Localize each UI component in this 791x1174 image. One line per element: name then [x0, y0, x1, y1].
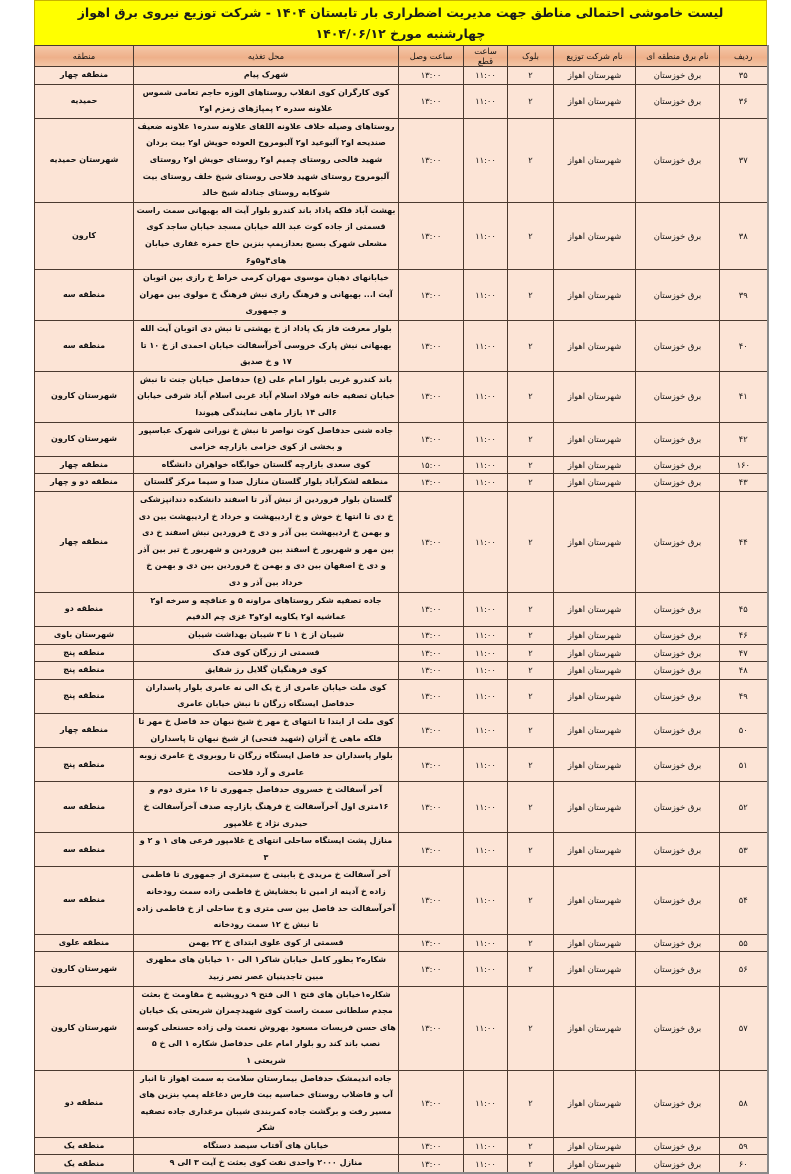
- cut-time-cell: ۱۱:۰۰: [464, 867, 508, 934]
- cut-time-cell: ۱۱:۰۰: [464, 1155, 508, 1173]
- region-cell: منطقه سه: [35, 833, 134, 867]
- table-row: [35, 202, 768, 269]
- regional-company-cell: برق خوزستان: [636, 456, 720, 474]
- feed-location-cell: منطقه لشکرآباد بلوار گلستان منازل صدا و سیما مرکز گلستان: [134, 474, 399, 492]
- restore-time-cell: ۱۳:۰۰: [399, 371, 464, 422]
- distribution-company-cell: شهرستان اهواز: [554, 84, 636, 118]
- feed-location-cell: شکاره۱خیابان های فتح ۱ الی فتح ۹ درویشیه خ مقاومت خ بعثت مجدم سلطانی سمت راست کوی شهیدچمران شریعتی یک خیابان های حسن فریسات مسعود بهروش نعمت ولی زاده حسنعلی کوسه نصب باند کند رو بلوار امام علی حدفاصل شکاره ۱ الی خ ۵ شریعتی ۱: [134, 986, 399, 1070]
- region-cell: منطقه پنج: [35, 748, 134, 782]
- distribution-company-cell: شهرستان اهواز: [554, 456, 636, 474]
- row-number-cell: ۵۷: [720, 986, 768, 1070]
- restore-time-cell: ۱۳:۰۰: [399, 320, 464, 371]
- regional-company-cell: برق خوزستان: [636, 67, 720, 85]
- table-row: [35, 320, 768, 371]
- region-cell: منطقه پنج: [35, 679, 134, 713]
- table-row: [35, 474, 768, 492]
- row-number-cell: ۴۶: [720, 627, 768, 645]
- distribution-company-cell: شهرستان اهواز: [554, 934, 636, 952]
- block-cell: ۲: [508, 782, 554, 833]
- region-cell: منطقه پنج: [35, 662, 134, 680]
- table-row: [35, 422, 768, 456]
- regional-company-cell: برق خوزستان: [636, 1155, 720, 1173]
- restore-time-cell: ۱۳:۰۰: [399, 118, 464, 202]
- restore-time-cell: ۱۳:۰۰: [399, 662, 464, 680]
- table-row: [35, 456, 768, 474]
- row-number-cell: ۱۶۰: [720, 456, 768, 474]
- region-cell: منطقه علوی: [35, 934, 134, 952]
- regional-company-cell: برق خوزستان: [636, 474, 720, 492]
- regional-company-cell: برق خوزستان: [636, 782, 720, 833]
- distribution-company-cell: شهرستان اهواز: [554, 67, 636, 85]
- block-cell: ۲: [508, 1155, 554, 1173]
- restore-time-cell: ۱۵:۰۰: [399, 456, 464, 474]
- block-cell: ۲: [508, 714, 554, 748]
- feed-location-cell: بلوار معرفت فاز یک پاداد از خ بهشتی تا نبش دی اتوبان آیت الله بهبهانی نبش پارک خروسی آخرآسفالت خیابان احمدی از خ ۱۰ تا ۱۷ و خ صدیق: [134, 320, 399, 371]
- cut-time-cell: ۱۱:۰۰: [464, 644, 508, 662]
- block-cell: ۲: [508, 118, 554, 202]
- table-body: [35, 67, 768, 1174]
- regional-company-cell: برق خوزستان: [636, 84, 720, 118]
- table-row: [35, 679, 768, 713]
- row-number-cell: ۳۷: [720, 118, 768, 202]
- feed-location-cell: شکاره۲ بطور کامل خیابان شاکر۱ الی ۱۰ خیابان های مطهری مبین تاجدینیان عصر نصر زبید: [134, 952, 399, 986]
- block-cell: ۲: [508, 627, 554, 645]
- row-number-cell: ۶۰: [720, 1155, 768, 1173]
- restore-time-cell: ۱۳:۰۰: [399, 84, 464, 118]
- feed-location-cell: منازل ۲۰۰۰ واحدی نفت کوی بعثت خ آیت ۳ الی ۹: [134, 1155, 399, 1173]
- regional-company-cell: برق خوزستان: [636, 714, 720, 748]
- cut-time-cell: ۱۱:۰۰: [464, 371, 508, 422]
- region-cell: شهرستان کارون: [35, 952, 134, 986]
- distribution-company-cell: شهرستان اهواز: [554, 714, 636, 748]
- distribution-company-cell: شهرستان اهواز: [554, 867, 636, 934]
- feed-location-cell: شیبان از خ ۱ تا ۳ شیبان بهداشت شیبان: [134, 627, 399, 645]
- regional-company-cell: برق خوزستان: [636, 748, 720, 782]
- feed-location-cell: کوی ملت از ابتدا تا انتهای خ مهر خ شیخ نبهان حد فاصل خ مهر تا فلکه ماهی خ آتزان (شهید فتحی) از شیخ نبهان تا پاسداران: [134, 714, 399, 748]
- restore-time-cell: ۱۳:۰۰: [399, 1070, 464, 1137]
- header-regional-company: نام برق منطقه ای: [636, 46, 720, 67]
- row-number-cell: ۴۱: [720, 371, 768, 422]
- table-row: [35, 84, 768, 118]
- block-cell: ۲: [508, 934, 554, 952]
- row-number-cell: ۴۹: [720, 679, 768, 713]
- cut-time-cell: ۱۱:۰۰: [464, 952, 508, 986]
- region-cell: شهرستان حمیدیه: [35, 118, 134, 202]
- cut-time-cell: ۱۱:۰۰: [464, 714, 508, 748]
- feed-location-cell: قسمتی از زرگان کوی فدک: [134, 644, 399, 662]
- cut-time-cell: ۱۱:۰۰: [464, 662, 508, 680]
- distribution-company-cell: شهرستان اهواز: [554, 644, 636, 662]
- table-row: [35, 1070, 768, 1137]
- cut-time-cell: ۱۱:۰۰: [464, 748, 508, 782]
- region-cell: شهرستان کارون: [35, 986, 134, 1070]
- block-cell: ۲: [508, 644, 554, 662]
- header-block: بلوک: [508, 46, 554, 67]
- block-cell: ۲: [508, 1070, 554, 1137]
- restore-time-cell: ۱۳:۰۰: [399, 474, 464, 492]
- cut-time-cell: ۱۱:۰۰: [464, 986, 508, 1070]
- title-banner: [34, 0, 767, 45]
- restore-time-cell: ۱۳:۰۰: [399, 714, 464, 748]
- regional-company-cell: برق خوزستان: [636, 986, 720, 1070]
- header-region: منطقه: [35, 46, 134, 67]
- block-cell: ۲: [508, 456, 554, 474]
- cut-time-cell: ۱۱:۰۰: [464, 782, 508, 833]
- cut-time-cell: ۱۱:۰۰: [464, 934, 508, 952]
- restore-time-cell: ۱۳:۰۰: [399, 748, 464, 782]
- restore-time-cell: ۱۳:۰۰: [399, 627, 464, 645]
- table-row: [35, 627, 768, 645]
- cut-time-cell: ۱۱:۰۰: [464, 84, 508, 118]
- restore-time-cell: ۱۳:۰۰: [399, 833, 464, 867]
- distribution-company-cell: شهرستان اهواز: [554, 986, 636, 1070]
- restore-time-cell: ۱۳:۰۰: [399, 422, 464, 456]
- feed-location-cell: روستاهای وصیله خلاف علاونه اللفای علاونه سدره۱ علاونه ضعیف صندیحه او۲ آلبوعید او۲ آلبومروح العوده حویش او۲ بیت بردان شهید فالحی روستای چمیم او۲ روستای حویش او۲ روستای آلبومروح روستای شهید فلاحی روستای شیخ خلف روستای بیت شوکابه روستای جنادله شیخ خالد: [134, 118, 399, 202]
- block-cell: ۲: [508, 952, 554, 986]
- regional-company-cell: برق خوزستان: [636, 422, 720, 456]
- cut-time-cell: ۱۱:۰۰: [464, 118, 508, 202]
- restore-time-cell: ۱۳:۰۰: [399, 202, 464, 269]
- row-number-cell: ۵۳: [720, 833, 768, 867]
- regional-company-cell: برق خوزستان: [636, 627, 720, 645]
- cut-time-cell: ۱۱:۰۰: [464, 474, 508, 492]
- regional-company-cell: برق خوزستان: [636, 867, 720, 934]
- regional-company-cell: برق خوزستان: [636, 320, 720, 371]
- restore-time-cell: ۱۳:۰۰: [399, 270, 464, 321]
- feed-location-cell: باند کندرو غربی بلوار امام علی (ع) حدفاصل خیابان جنت تا نبش خیابان تصفیه خانه فولاد اسلام آباد غربی اسلام آباد شرقی خیابان ۶الی ۱۴ بازار ماهی نمایندگی هیوندا: [134, 371, 399, 422]
- feed-location-cell: کوی کارگران کوی انقلاب روستاهای الوزه حاجم تعامی شموس علاونه سدره ۲ پمپاژهای زمزم او۲: [134, 84, 399, 118]
- row-number-cell: ۵۰: [720, 714, 768, 748]
- feed-location-cell: قسمتی از کوی علوی ابتدای خ ۲۲ بهمن: [134, 934, 399, 952]
- region-cell: منطقه سه: [35, 270, 134, 321]
- feed-location-cell: جاده اندیمشک حدفاصل بیمارستان سلامت به سمت اهواز تا انبار آب و فاضلاب روستای خماسیه بیت فارس دغاغله پمپ بنزین های مسیر رفت و برگشت جاده کمربندی شیبان مرغداری جاده تصفیه شکر: [134, 1070, 399, 1137]
- block-cell: ۲: [508, 270, 554, 321]
- regional-company-cell: برق خوزستان: [636, 934, 720, 952]
- regional-company-cell: برق خوزستان: [636, 118, 720, 202]
- table-row: [35, 118, 768, 202]
- region-cell: منطقه دو: [35, 1070, 134, 1137]
- row-number-cell: ۴۷: [720, 644, 768, 662]
- row-number-cell: ۳۹: [720, 270, 768, 321]
- region-cell: منطقه چهار: [35, 714, 134, 748]
- region-cell: منطقه پنج: [35, 644, 134, 662]
- row-number-cell: ۳۶: [720, 84, 768, 118]
- region-cell: منطقه چهار: [35, 491, 134, 592]
- block-cell: ۲: [508, 833, 554, 867]
- regional-company-cell: برق خوزستان: [636, 1070, 720, 1137]
- cut-time-cell: ۱۱:۰۰: [464, 491, 508, 592]
- table-row: [35, 748, 768, 782]
- header-feed-location: محل تغذیه: [134, 46, 399, 67]
- region-cell: منطقه چهار: [35, 67, 134, 85]
- region-cell: منطقه سه: [35, 320, 134, 371]
- page-date: چهارشنبه مورخ ۱۴۰۴/۰۶/۱۲: [315, 26, 486, 41]
- feed-location-cell: بلوار پاسداران حد فاصل ایستگاه زرگان تا روبروی خ عامری زوبه عامری و آرد فلاحت: [134, 748, 399, 782]
- table-row: [35, 1155, 768, 1173]
- region-cell: کارون: [35, 202, 134, 269]
- row-number-cell: ۳۵: [720, 67, 768, 85]
- feed-location-cell: بهشت آباد فلکه پاداد باند کندرو بلوار آیت اله بهبهانی سمت راست قسمتی از جاده کوت عبد الله خیابان مسجد خیابان ساجد کوی مشعلی شهرک بسیج بعدازپمپ بنزین حاج حمزه غفاری خیابان های۴و۵و۶: [134, 202, 399, 269]
- restore-time-cell: ۱۳:۰۰: [399, 782, 464, 833]
- block-cell: ۲: [508, 867, 554, 934]
- block-cell: ۲: [508, 491, 554, 592]
- row-number-cell: ۵۹: [720, 1137, 768, 1155]
- table-row: [35, 67, 768, 85]
- block-cell: ۲: [508, 986, 554, 1070]
- page-title: لیست خاموشی احتمالی مناطق جهت مدیریت اضطراری بار تابستان ۱۴۰۴ - شرکت توزیع نیروی برق اهواز: [77, 5, 724, 20]
- regional-company-cell: برق خوزستان: [636, 371, 720, 422]
- block-cell: ۲: [508, 474, 554, 492]
- distribution-company-cell: شهرستان اهواز: [554, 952, 636, 986]
- row-number-cell: ۳۸: [720, 202, 768, 269]
- cut-time-cell: ۱۱:۰۰: [464, 1070, 508, 1137]
- region-cell: منطقه سه: [35, 782, 134, 833]
- restore-time-cell: ۱۳:۰۰: [399, 1137, 464, 1155]
- restore-time-cell: ۱۳:۰۰: [399, 67, 464, 85]
- region-cell: منطقه دو و چهار: [35, 474, 134, 492]
- table-row: [35, 662, 768, 680]
- row-number-cell: ۴۸: [720, 662, 768, 680]
- cut-time-cell: ۱۱:۰۰: [464, 833, 508, 867]
- block-cell: ۲: [508, 422, 554, 456]
- regional-company-cell: برق خوزستان: [636, 491, 720, 592]
- cut-time-cell: ۱۱:۰۰: [464, 592, 508, 626]
- distribution-company-cell: شهرستان اهواز: [554, 627, 636, 645]
- feed-location-cell: آخر آسفالت خ مریدی خ بابینی خ سیمتری از جمهوری تا فاطمی زاده خ آدینه از امین تا بخشایش خ فاطمی زاده سمت رودخانه آخرآسفالت حد فاصل بین سی متری و خ ساحلی از خ فاطمی زاده تا نبش خ ۱۲ سمت رودخانه: [134, 867, 399, 934]
- distribution-company-cell: شهرستان اهواز: [554, 748, 636, 782]
- row-number-cell: ۵۲: [720, 782, 768, 833]
- row-number-cell: ۴۴: [720, 491, 768, 592]
- table-row: [35, 833, 768, 867]
- restore-time-cell: ۱۳:۰۰: [399, 1155, 464, 1173]
- regional-company-cell: برق خوزستان: [636, 644, 720, 662]
- header-distribution-company: نام شرکت توزیع: [554, 46, 636, 67]
- table-row: [35, 714, 768, 748]
- header-restore-time: ساعت وصل: [399, 46, 464, 67]
- block-cell: ۲: [508, 371, 554, 422]
- distribution-company-cell: شهرستان اهواز: [554, 118, 636, 202]
- feed-location-cell: آخر آسفالت خ خسروی حدفاصل جمهوری تا ۱۶ متری دوم و ۱۶متری اول آخرآسفالت خ فرهنگ بازارچه صدف آخرآسفالت خ حیدری نژاد خ غلامپور: [134, 782, 399, 833]
- feed-location-cell: کوی ملت خیابان عامری از خ یک الی نه عامری بلوار پاسداران حدفاصل ایستگاه زرگان تا نبش خیابان عامری: [134, 679, 399, 713]
- distribution-company-cell: شهرستان اهواز: [554, 371, 636, 422]
- feed-location-cell: منازل پشت ایستگاه ساحلی انتهای خ غلامپور فرعی های ۱ و ۲ و ۳: [134, 833, 399, 867]
- block-cell: ۲: [508, 662, 554, 680]
- feed-location-cell: شهرک پیام: [134, 67, 399, 85]
- table-header-row: [35, 46, 768, 67]
- row-number-cell: ۵۴: [720, 867, 768, 934]
- regional-company-cell: برق خوزستان: [636, 592, 720, 626]
- feed-location-cell: خیابان های آفتاب سیصد دستگاه: [134, 1137, 399, 1155]
- cut-time-cell: ۱۱:۰۰: [464, 679, 508, 713]
- distribution-company-cell: شهرستان اهواز: [554, 202, 636, 269]
- block-cell: ۲: [508, 1137, 554, 1155]
- region-cell: منطقه یک: [35, 1155, 134, 1173]
- row-number-cell: ۵۶: [720, 952, 768, 986]
- table-row: [35, 592, 768, 626]
- regional-company-cell: برق خوزستان: [636, 202, 720, 269]
- block-cell: ۲: [508, 679, 554, 713]
- table-row: [35, 986, 768, 1070]
- restore-time-cell: ۱۳:۰۰: [399, 952, 464, 986]
- row-number-cell: ۵۵: [720, 934, 768, 952]
- table-row: [35, 934, 768, 952]
- row-number-cell: ۵۱: [720, 748, 768, 782]
- distribution-company-cell: شهرستان اهواز: [554, 679, 636, 713]
- table-row: [35, 371, 768, 422]
- region-cell: شهرستان کارون: [35, 422, 134, 456]
- cut-time-cell: ۱۱:۰۰: [464, 67, 508, 85]
- row-number-cell: ۴۳: [720, 474, 768, 492]
- block-cell: ۲: [508, 748, 554, 782]
- table-row: [35, 952, 768, 986]
- restore-time-cell: ۱۳:۰۰: [399, 491, 464, 592]
- row-number-cell: ۴۲: [720, 422, 768, 456]
- restore-time-cell: ۱۳:۰۰: [399, 867, 464, 934]
- restore-time-cell: ۱۳:۰۰: [399, 934, 464, 952]
- region-cell: منطقه سه: [35, 867, 134, 934]
- distribution-company-cell: شهرستان اهواز: [554, 1070, 636, 1137]
- region-cell: منطقه چهار: [35, 456, 134, 474]
- row-number-cell: ۵۸: [720, 1070, 768, 1137]
- cut-time-cell: ۱۱:۰۰: [464, 456, 508, 474]
- table-row: [35, 270, 768, 321]
- distribution-company-cell: شهرستان اهواز: [554, 782, 636, 833]
- row-number-cell: ۴۵: [720, 592, 768, 626]
- restore-time-cell: ۱۳:۰۰: [399, 986, 464, 1070]
- region-cell: شهرستان باوی: [35, 627, 134, 645]
- distribution-company-cell: شهرستان اهواز: [554, 1155, 636, 1173]
- distribution-company-cell: شهرستان اهواز: [554, 270, 636, 321]
- table-row: [35, 1137, 768, 1155]
- regional-company-cell: برق خوزستان: [636, 679, 720, 713]
- region-cell: حمیدیه: [35, 84, 134, 118]
- outage-schedule-sheet: [34, 0, 767, 1174]
- distribution-company-cell: شهرستان اهواز: [554, 592, 636, 626]
- region-cell: منطقه یک: [35, 1137, 134, 1155]
- feed-location-cell: خیابانهای دهبان موسوی مهران کرمی خراط خ رازی بین اتوبان آیت ا... بهبهانی و فرهنگ رازی نبش فرهنگ خ مولوی بین مهران و جمهوری: [134, 270, 399, 321]
- distribution-company-cell: شهرستان اهواز: [554, 833, 636, 867]
- table-row: [35, 644, 768, 662]
- regional-company-cell: برق خوزستان: [636, 662, 720, 680]
- regional-company-cell: برق خوزستان: [636, 833, 720, 867]
- block-cell: ۲: [508, 67, 554, 85]
- block-cell: ۲: [508, 320, 554, 371]
- header-row-number: ردیف: [720, 46, 768, 67]
- restore-time-cell: ۱۳:۰۰: [399, 644, 464, 662]
- distribution-company-cell: شهرستان اهواز: [554, 320, 636, 371]
- cut-time-cell: ۱۱:۰۰: [464, 1137, 508, 1155]
- distribution-company-cell: شهرستان اهواز: [554, 491, 636, 592]
- feed-location-cell: جاده شنی حدفاصل کوت نواصر تا نبش خ نورانی شهرک عباسپور و بخشی از کوی خزامی بازارچه خزامی: [134, 422, 399, 456]
- block-cell: ۲: [508, 592, 554, 626]
- cut-time-cell: ۱۱:۰۰: [464, 627, 508, 645]
- feed-location-cell: گلستان بلوار فروردین از نبش آذر تا اسفند دانشکده دندانپزشکی خ دی تا انتها خ خوش و خ اردیبهشت و خرداد خ اردیبهشت بین دی و بهمن خ اردیبهشت بین آذر و دی خ فروردین نبش اسفند خ دی بین مهر و شهریور خ اسفند بین فروردین و شهریور خ تیر بین آذر و دی خ اصفهان بین دی و بهمن خ فروردین بین دی و بهمن خ خرداد بین آذر و دی: [134, 491, 399, 592]
- distribution-company-cell: شهرستان اهواز: [554, 422, 636, 456]
- regional-company-cell: برق خوزستان: [636, 270, 720, 321]
- block-cell: ۲: [508, 202, 554, 269]
- cut-time-cell: ۱۱:۰۰: [464, 202, 508, 269]
- feed-location-cell: کوی فرهنگیان گلایل رز شقایق: [134, 662, 399, 680]
- region-cell: منطقه دو: [35, 592, 134, 626]
- region-cell: شهرستان کارون: [35, 371, 134, 422]
- table-row: [35, 867, 768, 934]
- outage-table: [34, 45, 769, 1174]
- cut-time-cell: ۱۱:۰۰: [464, 270, 508, 321]
- distribution-company-cell: شهرستان اهواز: [554, 474, 636, 492]
- table-row: [35, 782, 768, 833]
- cut-time-cell: ۱۱:۰۰: [464, 422, 508, 456]
- row-number-cell: ۴۰: [720, 320, 768, 371]
- feed-location-cell: جاده تصفیه شکر روستاهای مراونه ۵ و عنافچه و سرخه او۲ عماشیه او۲ یکاویه او۲و۳ غزی چم الدفیم: [134, 592, 399, 626]
- table-row: [35, 491, 768, 592]
- header-cut-time: ساعت قطع: [464, 46, 508, 67]
- feed-location-cell: کوی سعدی بازارچه گلستان خوابگاه خواهران دانشگاه: [134, 456, 399, 474]
- block-cell: ۲: [508, 84, 554, 118]
- regional-company-cell: برق خوزستان: [636, 952, 720, 986]
- distribution-company-cell: شهرستان اهواز: [554, 662, 636, 680]
- restore-time-cell: ۱۳:۰۰: [399, 592, 464, 626]
- regional-company-cell: برق خوزستان: [636, 1137, 720, 1155]
- distribution-company-cell: شهرستان اهواز: [554, 1137, 636, 1155]
- cut-time-cell: ۱۱:۰۰: [464, 320, 508, 371]
- restore-time-cell: ۱۳:۰۰: [399, 679, 464, 713]
